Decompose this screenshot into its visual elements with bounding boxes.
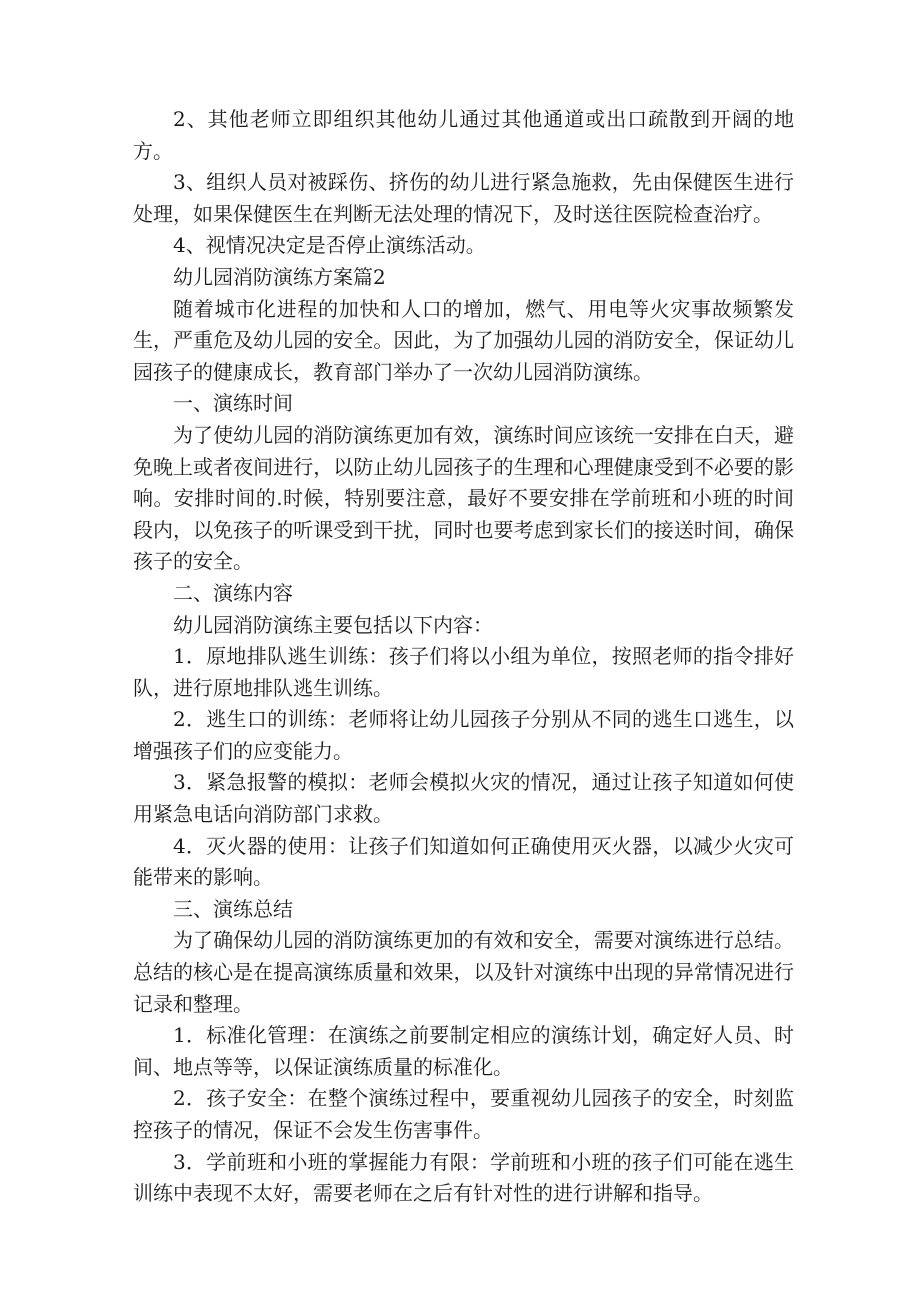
heading-drill-content: 二、演练内容	[173, 580, 293, 605]
heading-drill-time: 一、演练时间	[173, 391, 293, 416]
list-item-extinguisher: 4．灭火器的使用：让孩子们知道如何正确使用灭火器，以减少火灾可能带来的影响。	[133, 833, 794, 890]
list-item-escape-exit: 2．逃生口的训练：老师将让幼儿园孩子分别从不同的逃生口逃生，以增强孩子们的应变能力。	[133, 707, 794, 763]
list-item-limited-ability: 3．学前班和小班的掌握能力有限：学前班和小班的孩子们可能在逃生训练中表现不太好，需要老师在之后有针对性的进行讲解和指导。	[133, 1149, 794, 1206]
paragraph-intro: 随着城市化进程的加快和人口的增加，燃气、用电等火灾事故频繁发生，严重危及幼儿园的安全。因此，为了加强幼儿园的消防安全，保证幼儿园孩子的健康成长，教育部门举办了一次幼儿园消防演练。	[133, 296, 794, 384]
heading-drill-summary: 三、演练总结	[173, 896, 293, 921]
paragraph-evacuate-others: 2、其他老师立即组织其他幼儿通过其他通道或出口疏散到开阔的地方。	[133, 107, 794, 163]
section-title-plan-2: 幼儿园消防演练方案篇2	[173, 264, 386, 289]
paragraph-stop-drill: 4、视情况决定是否停止演练活动。	[173, 233, 486, 258]
list-item-standardization: 1．标准化管理：在演练之前要制定相应的演练计划，确定好人员、时间、地点等等，以保证演练质量的标准化。	[133, 1023, 794, 1079]
list-item-emergency-call: 3．紧急报警的模拟：老师会模拟火灾的情况，通过让孩子知道如何使用紧急电话向消防部门求救。	[133, 770, 794, 827]
paragraph-first-aid: 3、组织人员对被踩伤、挤伤的幼儿进行紧急施救，先由保健医生进行处理，如果保健医生在判断无法处理的情况下，及时送往医院检查治疗。	[133, 170, 794, 226]
paragraph-content-intro: 幼儿园消防演练主要包括以下内容：	[173, 612, 493, 637]
paragraph-drill-time: 为了使幼儿园的消防演练更加有效，演练时间应该统一安排在白天，避免晚上或者夜间进行，以防止幼儿园孩子的生理和心理健康受到不必要的影响。安排时间的.时候，特别要注意，最好不要安排在学前班和小班的时间段内，以免孩子的听课受到干扰，同时也要考虑到家长们的接送时间，确保孩子的安全。	[133, 422, 794, 574]
paragraph-summary: 为了确保幼儿园的消防演练更加的有效和安全，需要对演练进行总结。总结的核心是在提高演练质量和效果，以及针对演练中出现的异常情况进行记录和整理。	[133, 928, 794, 1016]
list-item-queue-escape: 1．原地排队逃生训练：孩子们将以小组为单位，按照老师的指令排好队，进行原地排队逃生训练。	[133, 644, 794, 700]
list-item-child-safety: 2．孩子安全：在整个演练过程中，要重视幼儿园孩子的安全，时刻监控孩子的情况，保证不会发生伤害事件。	[133, 1086, 794, 1142]
